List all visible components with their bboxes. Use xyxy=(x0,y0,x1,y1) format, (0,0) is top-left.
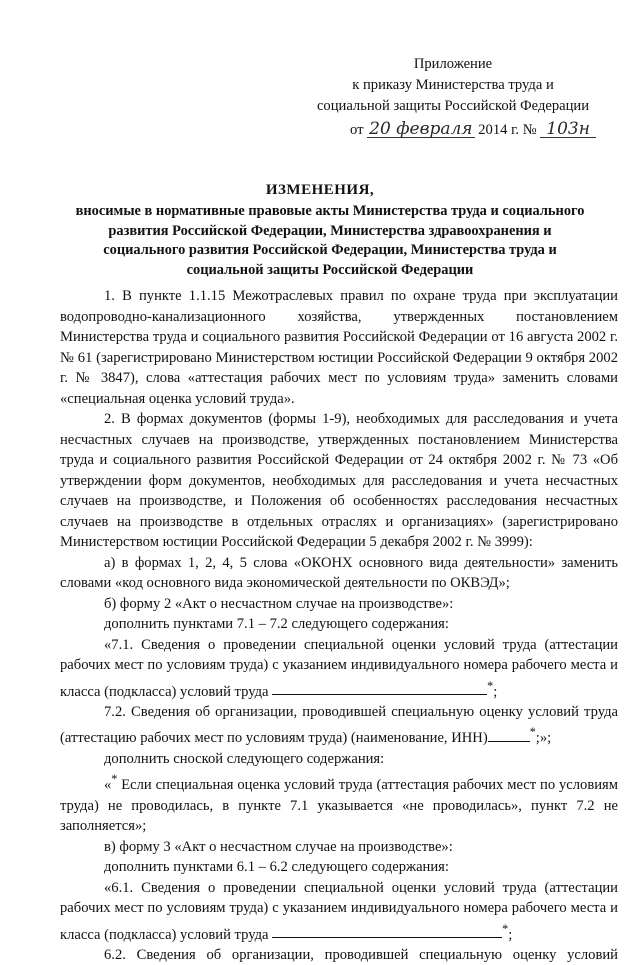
item-c-6-1-text: «6.1. Сведения о проведении специальной оценки условий труда (аттестации рабочих мест по условиям труда) с указанием индивидуального номера рабочего места и класса (подкласса) условий труда xyxy=(60,879,618,943)
order-year: 2014 г. № xyxy=(478,122,537,138)
item-b-7-1-end: ; xyxy=(493,683,498,700)
appendix-line-2: к приказу Министерства труда и xyxy=(352,77,554,93)
item-c: в) форму 3 «Акт о несчастном случае на производстве»: xyxy=(104,838,453,855)
appendix-line-1: Приложение xyxy=(413,56,493,72)
handwritten-order-number: 103н xyxy=(540,121,596,138)
paragraph-2: 2. В формах документов (формы 1-9), необходимых для расследования и учета несчастных случаев на производстве, утвержденных постановлением Министерства труда и социального развития Российской Федерации от 24 октября 2002 г. № 73 «Об утверждении форм документов, необходимых для расследования и учета несчастных случаев на производстве, и Положения об особенностях расследования несчастных случаев на производстве в отдельных отраслях и организациях» (зарегистрировано Министерством юстиции Российской Федерации 5 декабря 2002 г. № 3999): xyxy=(60,411,618,550)
item-c-6-1: «6.1. Сведения о проведении специальной оценки условий труда (аттестации рабочих мест по условиям труда) с указанием индивидуального номера рабочего места и класса (подкласса) условий труда *; xyxy=(60,879,618,943)
item-b-add: дополнить пунктами 7.1 – 7.2 следующего содержания: xyxy=(104,616,449,632)
item-a: а) в формах 1, 2, 4, 5 слова «ОКОНХ основного вида деятельности» заменить словами «код основного вида экономической деятельности по ОКВЭД»; xyxy=(60,554,618,591)
order-prefix: от xyxy=(350,122,364,138)
appendix-header xyxy=(293,54,613,117)
appendix-line-3: социальной защиты Российской Федерации xyxy=(316,98,590,114)
item-c-6-1-end: ; xyxy=(508,926,513,943)
item-b: б) форму 2 «Акт о несчастном случае на производстве»: xyxy=(104,595,454,612)
footnote-add: дополнить сноской следующего содержания: xyxy=(104,750,385,767)
document-title: ИЗМЕНЕНИЯ, xyxy=(265,182,375,198)
blank-line xyxy=(488,728,530,742)
paragraph-1: 1. В пункте 1.1.15 Межотраслевых правил по охране труда при эксплуатации водопроводно-канализационного хозяйства, утвержденных постановлением Министерства труда и социального развития Российской Федерации от 16 августа 2002 г. № 61 (зарегистрировано Министерством юстиции Российской Федерации 9 октября 2002 г. № 3847), слова «аттестация рабочих мест по условиям труда» заменить словами «специальная оценка условий труда». xyxy=(60,288,618,407)
footnote-text: «* Если специальная оценка условий труда (аттестация рабочих мест по условиям труда) не проводилась, в пункте 7.1 указывается «не проводилась», пункт 7.2 не заполняется»; xyxy=(60,772,618,835)
item-b-7-2-text: 7.2. Сведения об организации, проводившей специальную оценку условий труда (аттестацию рабочих мест по условиям труда) (наименование, ИНН) xyxy=(60,703,618,747)
item-b-7-2: 7.2. Сведения об организации, проводившей специальную оценку условий труда (аттестацию рабочих мест по условиям труда) (наименование, ИНН) *;»; xyxy=(60,703,618,747)
handwritten-date: 20 февраля xyxy=(369,119,473,139)
document-subtitle: вносимые в нормативные правовые акты Министерства труда и социального развития Российской Федерации, Министерства здравоохранения и социального развития Российской Федерации, Министерства труда и социальной защиты Российской Федерации xyxy=(75,203,585,278)
item-b-7-1: «7.1. Сведения о проведении специальной оценки условий труда (аттестации рабочих мест по условиям труда) с указанием индивидуального номера рабочего места и класса (подкласса) условий труда *; xyxy=(60,636,618,700)
item-b-7-1-text: «7.1. Сведения о проведении специальной оценки условий труда (аттестации рабочих мест по условиям труда) с указанием индивидуального номера рабочего места и класса (подкласса) условий труда xyxy=(60,636,618,700)
order-date-number xyxy=(333,120,613,141)
blank-line xyxy=(272,681,487,695)
item-c-add: дополнить пунктами 6.1 – 6.2 следующего содержания: xyxy=(104,859,449,876)
blank-line xyxy=(272,924,502,938)
item-b-7-2-end: ;»; xyxy=(535,730,552,747)
document-body xyxy=(60,286,618,965)
item-c-6-2: 6.2. Сведения об организации, проводившей специальную оценку условий xyxy=(104,946,618,963)
